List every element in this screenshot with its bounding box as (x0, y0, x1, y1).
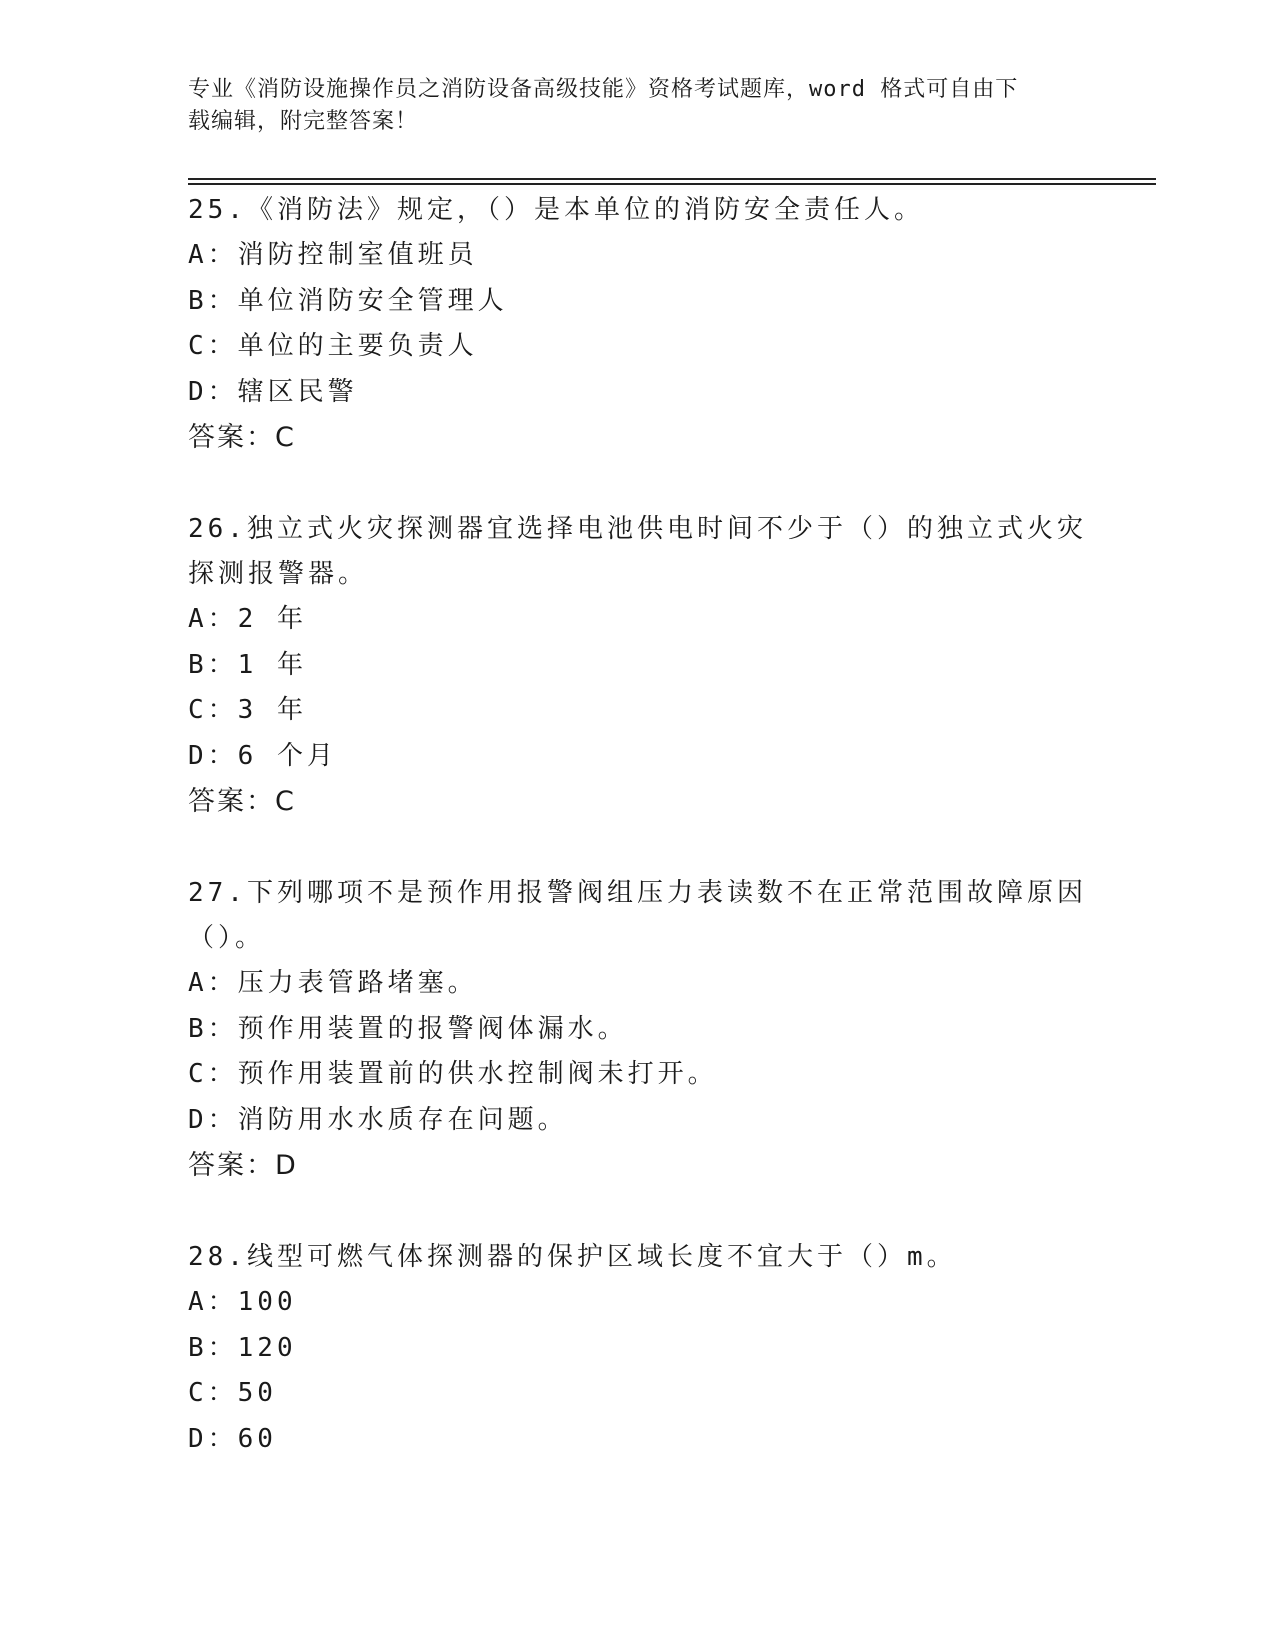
option-d: D：6 个月 (188, 740, 337, 771)
option-b: B：120 (188, 1332, 297, 1363)
question-28 (188, 1235, 1088, 1462)
option-c: C：单位的主要负责人 (188, 331, 478, 361)
answer: 答案：C (188, 786, 296, 817)
answer: 答案：D (188, 1150, 298, 1181)
option-b: B：预作用装置的报警阀体漏水。 (188, 1013, 628, 1044)
option-a: A：100 (188, 1287, 297, 1317)
option-d: D：60 (188, 1423, 277, 1454)
option-b: B：1 年 (188, 649, 307, 680)
question-25 (188, 188, 1088, 461)
answer: 答案：C (188, 422, 296, 453)
question-stem: 26.独立式火灾探测器宜选择电池供电时间不少于（）的独立式火灾探测报警器。 (188, 514, 1087, 589)
header-divider-top (188, 178, 1156, 180)
option-d: D：消防用水水质存在问题。 (188, 1104, 568, 1135)
option-c: C：3 年 (188, 695, 307, 725)
document-header (188, 74, 1068, 138)
option-b: B：单位消防安全管理人 (188, 285, 508, 316)
option-a: A：消防控制室值班员 (188, 240, 478, 270)
question-stem: 27.下列哪项不是预作用报警阀组压力表读数不在正常范围故障原因（）。 (188, 878, 1087, 953)
header-divider-bottom (188, 183, 1156, 185)
option-d: D：辖区民警 (188, 376, 358, 407)
question-26 (188, 507, 1088, 825)
option-c: C：预作用装置前的供水控制阀未打开。 (188, 1059, 718, 1089)
option-a: A：压力表管路堵塞。 (188, 968, 478, 998)
option-a: A：2 年 (188, 604, 307, 634)
header-line-2: 载编辑，附完整答案！ (188, 109, 419, 134)
question-27 (188, 871, 1088, 1189)
question-stem: 28.线型可燃气体探测器的保护区域长度不宜大于（）m。 (188, 1242, 957, 1272)
option-c: C：50 (188, 1378, 277, 1408)
header-line-1: 专业《消防设施操作员之消防设备高级技能》资格考试题库，word 格式可自由下 (188, 77, 1019, 102)
question-stem: 25.《消防法》规定，（）是本单位的消防安全责任人。 (188, 195, 924, 225)
